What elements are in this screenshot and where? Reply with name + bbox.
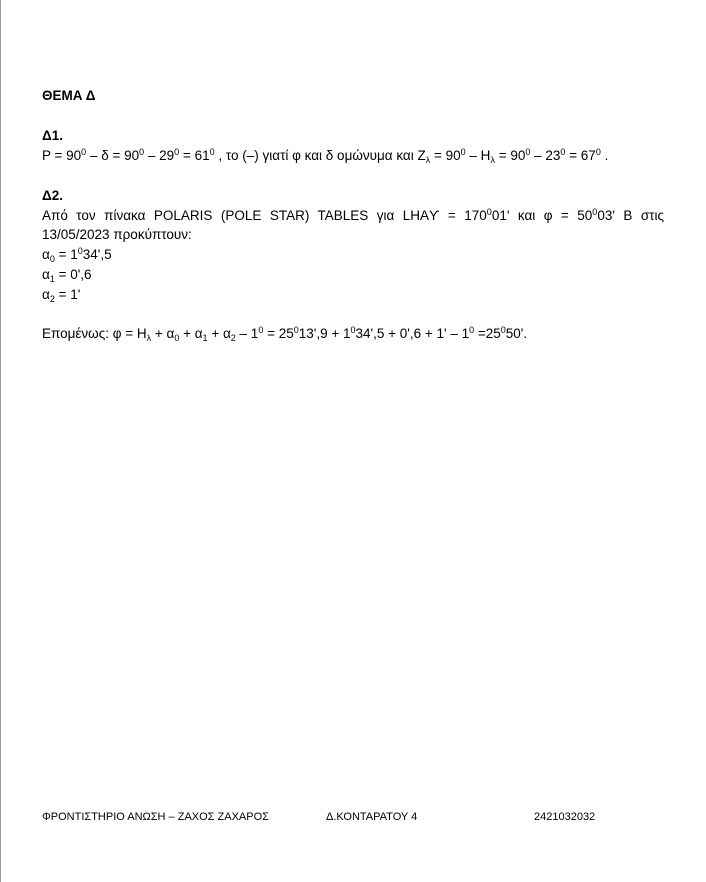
page-left-border [0, 0, 1, 882]
footer-phone: 2421032032 [534, 811, 596, 823]
footer-address: Δ.ΚΟΝΤΑΡΑΤΟΥ 4 [326, 811, 418, 823]
alpha0-line: $\alpha_0 = 1^034',5$ [42, 246, 112, 264]
alpha1-line: $\alpha_1 = 0',6$ [42, 267, 92, 284]
d2-intro-line2: 13/05/2023 προκύπτουν: [42, 227, 192, 242]
result-line: Επομένως: $\varphi = H_\lambda + \alpha_0 + \alpha_1 + \alpha_2 - 1^0 = 25^013',9 + 1^034',5 + 0',6 + 1' - 1^0 =25^050'$. [42, 325, 528, 343]
alpha2-line: $\alpha_2 = 1'$ [42, 287, 81, 304]
d2-intro-line1: Από τον πίνακα POLARIS (POLE STAR) TABLES για $LHAϒ = 170^001'$ και $\varphi = 50^003'$ Β στις [42, 207, 664, 223]
d1-equation: $P = 90^0 - \delta = 90^0 - 29^0 = 61^0$ , το (–) γιατί φ και δ ομώνυμα και $Z_\lambda = 90^0 - H_\lambda = 90^0 - 23^0 = 67^0$ . [42, 147, 609, 165]
footer-left-text: ΦΡΟΝΤΙΣΤΗΡΙΟ ΑΝΩΣΗ – ΖΑΧΟΣ ΖΑΧΑΡΟΣ [42, 811, 269, 823]
d2-heading: Δ2. [42, 188, 63, 203]
section-title: ΘΕΜΑ Δ [42, 88, 96, 103]
d1-heading: Δ1. [42, 128, 63, 143]
